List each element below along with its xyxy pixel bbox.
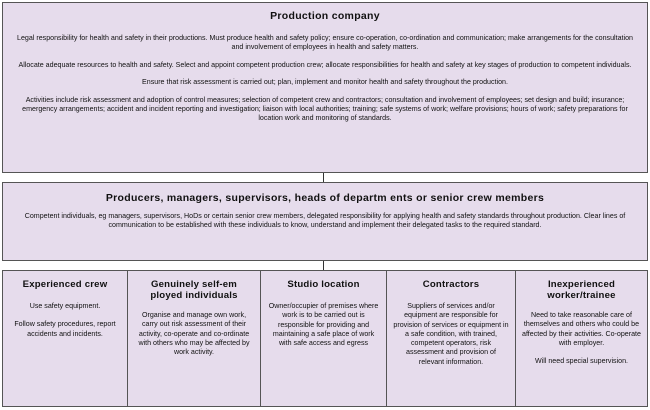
role-studio-location	[261, 271, 387, 406]
production-paragraph: Activities include risk assessment and adoption of control measures; selection of competent crew and contractors; consultation and involvement of employees; set design and build; insurance; emergency arrangements; accident and incident reporting and investigation; liaison with local authorities; training; safe systems of work; welfare provisions; hours of work; safety preparations for location work and monitoring of standards.	[22, 95, 628, 123]
production-paragraph: Legal responsibility for health and safety in their productions. Must produce health and safety policy; ensure co-operation, co-ordination and communication; make arrangements for the consultation and involvement of employees in health and safety matters.	[17, 34, 633, 52]
role-text: Owner/occupier of premises where work is to be carried out is responsible for providing and maintaining a safe place of work with safe access and egress	[268, 302, 379, 348]
role-title: Contractors	[422, 279, 480, 290]
role-text: Organise and manage own work, carry out risk assessment of their activity, co-operate and co-ordinate with others who may be affected by work activity.	[138, 311, 250, 357]
production-company-title: Production company	[270, 10, 380, 22]
role-title: Studio location	[287, 279, 360, 290]
managers-text: Competent individuals, eg managers, supervisors, HoDs or certain senior crew members, delegated responsibility for applying health and safety standards throughout production. Clear lines of communication to be established with these individuals to know, understand and implement their delegated tasks to the required standard.	[24, 212, 626, 230]
managers-box	[2, 182, 648, 261]
production-paragraph: Allocate adequate resources to health and safety. Select and appoint competent production crew; allocate responsibilities for health and safety at key stages of production to competent individuals.	[18, 60, 632, 69]
role-contractors	[387, 271, 516, 406]
roles-row	[2, 270, 648, 407]
connector-line	[323, 261, 324, 270]
role-text: Suppliers of services and/or equipment are responsible for provision of services or equipment in a safe condition, with trained, competent operators, risk assessment and provision of relevant information.	[393, 302, 509, 366]
role-text: Will need special supervision.	[534, 357, 629, 366]
production-company-box	[2, 2, 648, 173]
role-experienced-crew	[3, 271, 128, 406]
role-inexperienced-worker	[516, 271, 647, 406]
role-title: Inexperienced worker/trainee	[547, 279, 616, 301]
role-title: Experienced crew	[22, 279, 108, 290]
role-title: Genuinely self-em ployed individuals	[150, 279, 238, 301]
role-self-employed	[128, 271, 261, 406]
role-text: Use safety equipment.	[29, 302, 101, 310]
connector-line	[323, 173, 324, 182]
role-text: Need to take reasonable care of themselves and others who could be affected by their activities. Co-operate with employer.	[522, 311, 641, 347]
production-paragraph: Ensure that risk assessment is carried out; plan, implement and monitor health and safety throughout the production.	[142, 78, 508, 87]
managers-title: Producers, managers, supervisors, heads of departm ents or senior crew members	[105, 192, 545, 204]
role-text: Follow safety procedures, report accidents and incidents.	[14, 320, 116, 338]
